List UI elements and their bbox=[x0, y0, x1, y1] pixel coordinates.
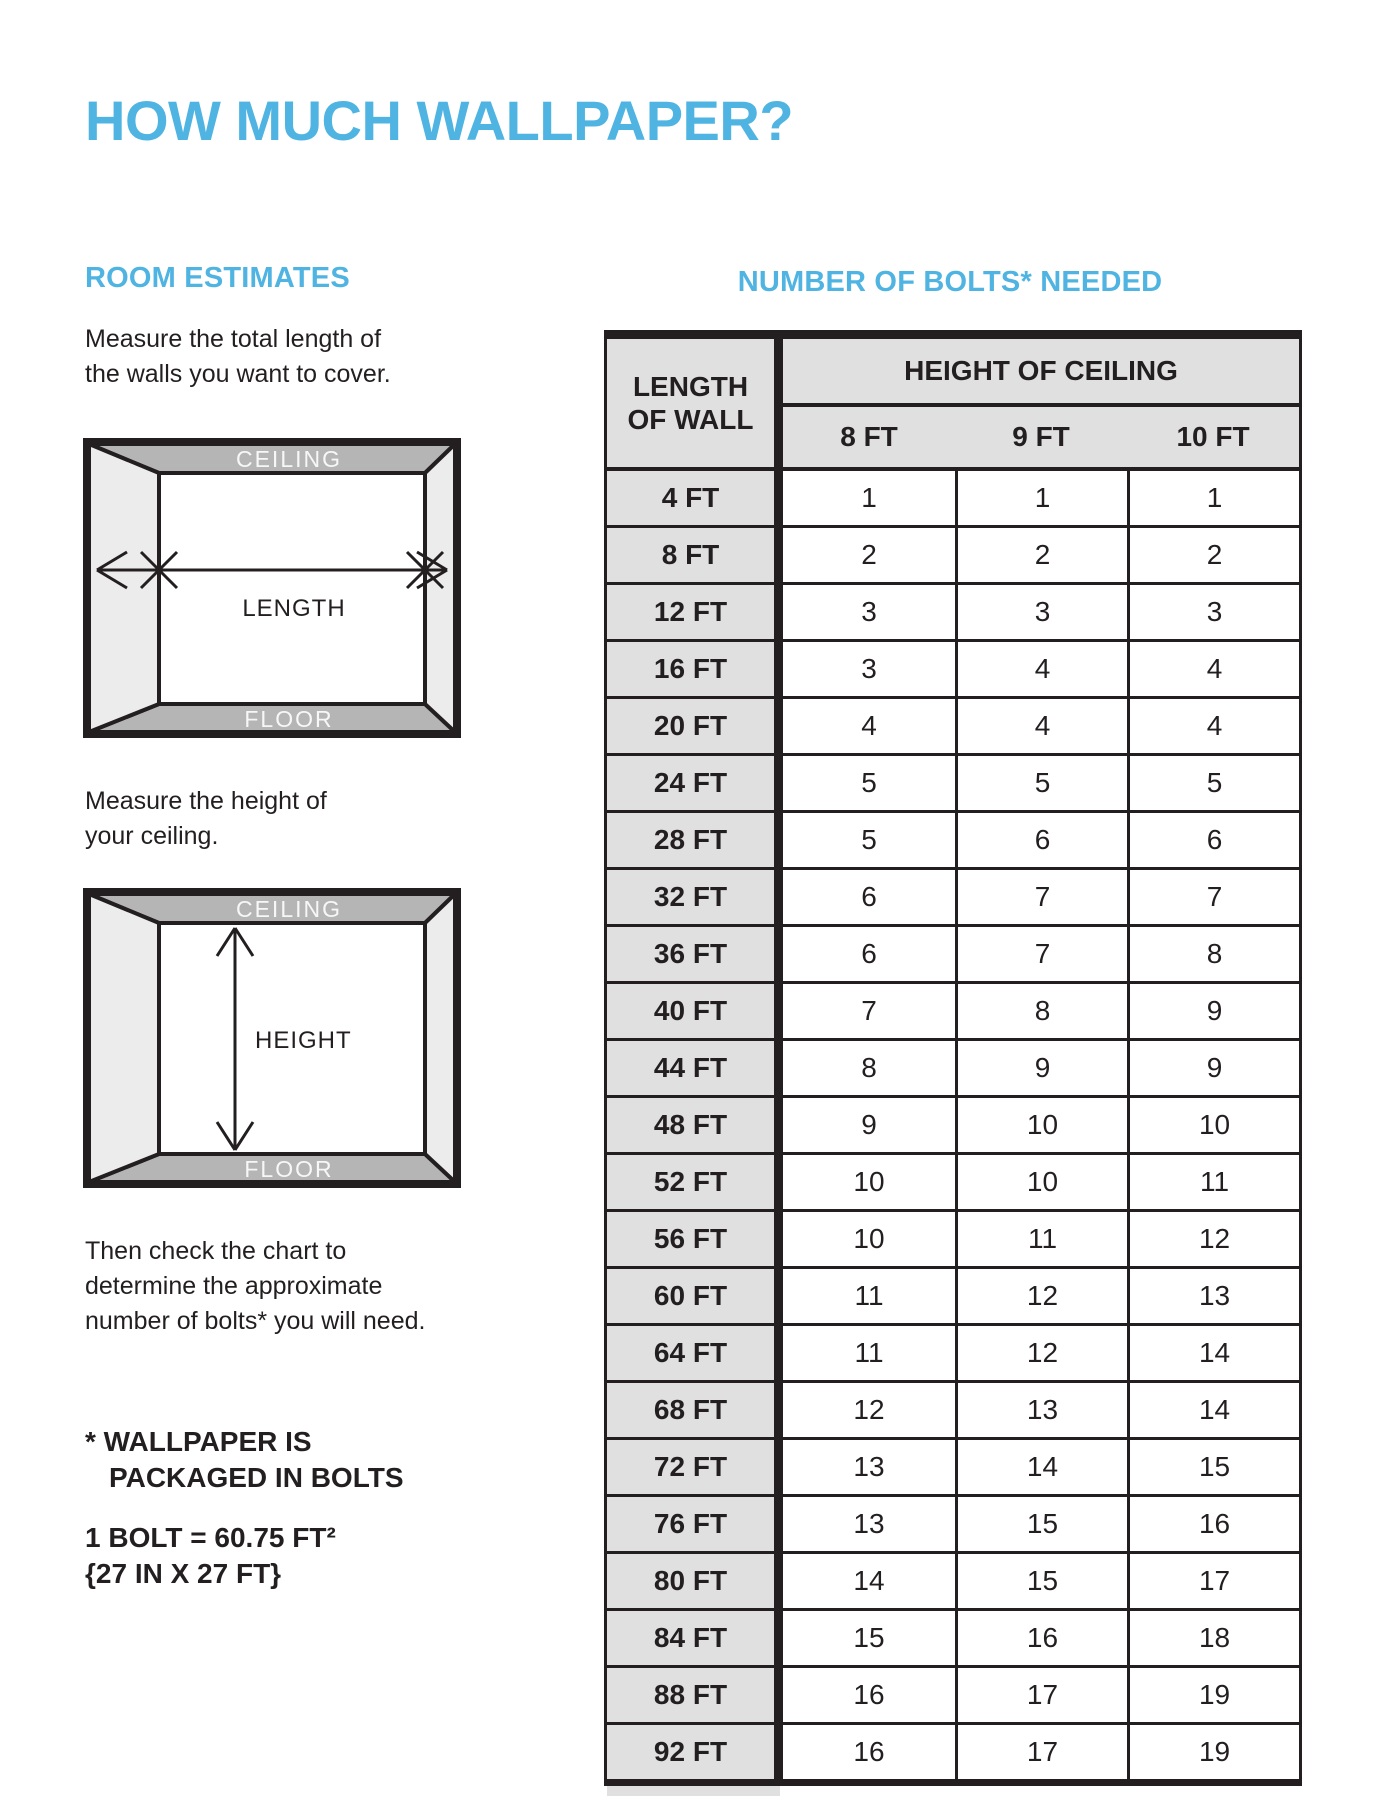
bolt-count-cell: 13 bbox=[1127, 1269, 1299, 1326]
bolt-count-cell: 14 bbox=[1127, 1326, 1299, 1383]
bolt-count-cell: 6 bbox=[955, 813, 1127, 870]
bolt-count-cell: 2 bbox=[955, 528, 1127, 585]
bolt-count-cell: 10 bbox=[1127, 1098, 1299, 1155]
wall-length-cell: 60 FT bbox=[607, 1269, 783, 1326]
instruction-line: determine the approximate bbox=[85, 1272, 383, 1300]
instruction-line: number of bolts* you will need. bbox=[85, 1307, 426, 1335]
bolt-count-cell: 5 bbox=[1127, 756, 1299, 813]
bolt-count-cell: 3 bbox=[1127, 585, 1299, 642]
table-row bbox=[607, 756, 1299, 813]
bolt-count-cell: 15 bbox=[783, 1611, 955, 1668]
wall-length-cell: 32 FT bbox=[607, 870, 783, 927]
wall-length-cell: 24 FT bbox=[607, 756, 783, 813]
height-label: HEIGHT bbox=[255, 1027, 352, 1054]
bolt-count-cell: 3 bbox=[955, 585, 1127, 642]
bolt-count-cell: 11 bbox=[783, 1269, 955, 1326]
table-row bbox=[607, 471, 1299, 528]
wall-length-cell: 76 FT bbox=[607, 1497, 783, 1554]
bolt-count-cell: 5 bbox=[783, 756, 955, 813]
bolt-count-cell: 10 bbox=[783, 1155, 955, 1212]
instruction-line: the walls you want to cover. bbox=[85, 360, 391, 388]
bolt-count-cell: 2 bbox=[783, 528, 955, 585]
bolt-count-cell: 4 bbox=[1127, 699, 1299, 756]
bolt-count-cell: 17 bbox=[955, 1725, 1127, 1782]
bolt-count-cell: 11 bbox=[783, 1326, 955, 1383]
wall-length-cell: 80 FT bbox=[607, 1554, 783, 1611]
table-row bbox=[607, 1269, 1299, 1326]
bolt-count-cell: 9 bbox=[783, 1098, 955, 1155]
footnote-line: * WALLPAPER IS bbox=[85, 1426, 312, 1457]
bolt-count-cell: 1 bbox=[1127, 471, 1299, 528]
wall-length-cell: 64 FT bbox=[607, 1326, 783, 1383]
bolt-count-cell: 2 bbox=[1127, 528, 1299, 585]
bolt-count-cell: 5 bbox=[955, 756, 1127, 813]
bolt-count-cell: 12 bbox=[955, 1326, 1127, 1383]
step1-text bbox=[85, 322, 391, 392]
bolt-count-cell: 9 bbox=[1127, 984, 1299, 1041]
table-row bbox=[607, 1611, 1299, 1668]
wall-length-cell: 68 FT bbox=[607, 1383, 783, 1440]
bolt-count-cell: 17 bbox=[955, 1668, 1127, 1725]
height-diagram bbox=[83, 888, 461, 1188]
wall-length-cell: 20 FT bbox=[607, 699, 783, 756]
bolt-equation: 1 BOLT = 60.75 FT² bbox=[85, 1522, 336, 1553]
table-row bbox=[607, 1212, 1299, 1269]
length-diagram bbox=[83, 438, 461, 738]
length-label: LENGTH bbox=[242, 595, 346, 622]
bolts-table-body bbox=[607, 471, 1299, 1782]
table-row bbox=[607, 642, 1299, 699]
table-row bbox=[607, 1155, 1299, 1212]
bolt-count-cell: 6 bbox=[1127, 813, 1299, 870]
bolt-spec bbox=[85, 1520, 336, 1592]
bolt-count-cell: 6 bbox=[783, 927, 955, 984]
bolt-count-cell: 15 bbox=[955, 1554, 1127, 1611]
bolt-count-cell: 14 bbox=[1127, 1383, 1299, 1440]
bolt-count-cell: 10 bbox=[783, 1212, 955, 1269]
bolt-count-cell: 8 bbox=[1127, 927, 1299, 984]
bolt-count-cell: 16 bbox=[783, 1725, 955, 1782]
footnote-line: PACKAGED IN BOLTS bbox=[109, 1462, 404, 1493]
bolt-count-cell: 15 bbox=[955, 1497, 1127, 1554]
bolt-count-cell: 5 bbox=[783, 813, 955, 870]
wall-length-cell: 4 FT bbox=[607, 471, 783, 528]
wall-length-cell: 52 FT bbox=[607, 1155, 783, 1212]
table-row bbox=[607, 1440, 1299, 1497]
instruction-line: Measure the height of bbox=[85, 787, 327, 815]
length-of-wall-header bbox=[607, 339, 783, 471]
bolt-count-cell: 19 bbox=[1127, 1668, 1299, 1725]
bolt-count-cell: 4 bbox=[955, 699, 1127, 756]
bolt-count-cell: 16 bbox=[1127, 1497, 1299, 1554]
bolt-count-cell: 11 bbox=[1127, 1155, 1299, 1212]
bolt-count-cell: 16 bbox=[783, 1668, 955, 1725]
table-row bbox=[607, 1725, 1299, 1782]
bolt-count-cell: 9 bbox=[955, 1041, 1127, 1098]
bolt-count-cell: 7 bbox=[1127, 870, 1299, 927]
page-title: HOW MUCH WALLPAPER? bbox=[85, 89, 794, 152]
bolt-count-cell: 11 bbox=[955, 1212, 1127, 1269]
bolt-count-cell: 19 bbox=[1127, 1725, 1299, 1782]
bolt-count-cell: 12 bbox=[1127, 1212, 1299, 1269]
bolt-count-cell: 1 bbox=[955, 471, 1127, 528]
table-row bbox=[607, 870, 1299, 927]
bolt-count-cell: 1 bbox=[783, 471, 955, 528]
bolts-table bbox=[604, 330, 1302, 1786]
wall-length-cell: 8 FT bbox=[607, 528, 783, 585]
bolt-count-cell: 15 bbox=[1127, 1440, 1299, 1497]
bolt-count-cell: 4 bbox=[955, 642, 1127, 699]
table-header-row-group bbox=[607, 339, 1299, 407]
height-of-ceiling-header: HEIGHT OF CEILING bbox=[783, 339, 1299, 407]
bolt-count-cell: 13 bbox=[783, 1440, 955, 1497]
left-wall bbox=[89, 894, 159, 1182]
bolt-count-cell: 12 bbox=[783, 1383, 955, 1440]
bolt-count-cell: 4 bbox=[1127, 642, 1299, 699]
bolt-count-cell: 4 bbox=[783, 699, 955, 756]
bolt-count-cell: 13 bbox=[783, 1497, 955, 1554]
table-left-column-underhang bbox=[607, 1786, 780, 1796]
length-of-wall-line: LENGTH bbox=[632, 371, 749, 402]
bolt-count-cell: 14 bbox=[783, 1554, 955, 1611]
table-row bbox=[607, 1041, 1299, 1098]
wall-length-cell: 12 FT bbox=[607, 585, 783, 642]
wall-length-cell: 72 FT bbox=[607, 1440, 783, 1497]
instruction-line: Then check the chart to bbox=[85, 1237, 347, 1265]
bolt-count-cell: 13 bbox=[955, 1383, 1127, 1440]
bolt-count-cell: 3 bbox=[783, 642, 955, 699]
back-wall bbox=[159, 473, 425, 704]
wall-length-cell: 92 FT bbox=[607, 1725, 783, 1782]
bolt-count-cell: 7 bbox=[955, 870, 1127, 927]
bolt-count-cell: 8 bbox=[955, 984, 1127, 1041]
bolt-count-cell: 10 bbox=[955, 1098, 1127, 1155]
col-header-10ft: 10 FT bbox=[1127, 407, 1299, 471]
table-row bbox=[607, 927, 1299, 984]
step2-text bbox=[85, 784, 327, 854]
bolt-count-cell: 7 bbox=[783, 984, 955, 1041]
wall-length-cell: 88 FT bbox=[607, 1668, 783, 1725]
floor-label: FLOOR bbox=[244, 706, 334, 732]
bolt-count-cell: 3 bbox=[783, 585, 955, 642]
step3-text bbox=[85, 1234, 425, 1339]
wall-length-cell: 40 FT bbox=[607, 984, 783, 1041]
table-row bbox=[607, 984, 1299, 1041]
bolt-count-cell: 18 bbox=[1127, 1611, 1299, 1668]
bolt-count-cell: 14 bbox=[955, 1440, 1127, 1497]
length-of-wall-line: OF WALL bbox=[627, 404, 754, 435]
ceiling-label: CEILING bbox=[235, 896, 343, 922]
wall-length-cell: 48 FT bbox=[607, 1098, 783, 1155]
col-header-9ft: 9 FT bbox=[955, 407, 1127, 471]
table-row bbox=[607, 813, 1299, 870]
bolt-count-cell: 8 bbox=[783, 1041, 955, 1098]
table-row bbox=[607, 1326, 1299, 1383]
bolts-needed-heading: NUMBER OF BOLTS* NEEDED bbox=[737, 266, 1163, 298]
bolts-table-panel bbox=[604, 330, 1302, 1786]
bolt-count-cell: 7 bbox=[955, 927, 1127, 984]
wall-length-cell: 16 FT bbox=[607, 642, 783, 699]
bolt-count-cell: 10 bbox=[955, 1155, 1127, 1212]
table-row bbox=[607, 1554, 1299, 1611]
bolt-count-cell: 12 bbox=[955, 1269, 1127, 1326]
table-row bbox=[607, 1383, 1299, 1440]
wall-length-cell: 56 FT bbox=[607, 1212, 783, 1269]
right-wall bbox=[425, 444, 455, 732]
right-wall bbox=[425, 894, 455, 1182]
table-row bbox=[607, 1497, 1299, 1554]
table-row bbox=[607, 528, 1299, 585]
wall-length-cell: 44 FT bbox=[607, 1041, 783, 1098]
col-header-8ft: 8 FT bbox=[783, 407, 955, 471]
bolt-count-cell: 6 bbox=[783, 870, 955, 927]
floor-label: FLOOR bbox=[244, 1156, 334, 1182]
left-wall bbox=[89, 444, 159, 732]
bolt-count-cell: 9 bbox=[1127, 1041, 1299, 1098]
bolt-count-cell: 16 bbox=[955, 1611, 1127, 1668]
table-row bbox=[607, 699, 1299, 756]
bolt-count-cell: 17 bbox=[1127, 1554, 1299, 1611]
wall-length-cell: 28 FT bbox=[607, 813, 783, 870]
instruction-line: Measure the total length of bbox=[85, 325, 382, 353]
ceiling-label: CEILING bbox=[235, 446, 343, 472]
table-row bbox=[607, 585, 1299, 642]
table-row bbox=[607, 1668, 1299, 1725]
bolt-dimensions: {27 IN X 27 FT} bbox=[85, 1558, 282, 1589]
bolts-footnote bbox=[85, 1424, 404, 1496]
instruction-line: your ceiling. bbox=[85, 822, 219, 850]
table-row bbox=[607, 1098, 1299, 1155]
wall-length-cell: 36 FT bbox=[607, 927, 783, 984]
wall-length-cell: 84 FT bbox=[607, 1611, 783, 1668]
room-estimates-heading: ROOM ESTIMATES bbox=[85, 262, 350, 294]
